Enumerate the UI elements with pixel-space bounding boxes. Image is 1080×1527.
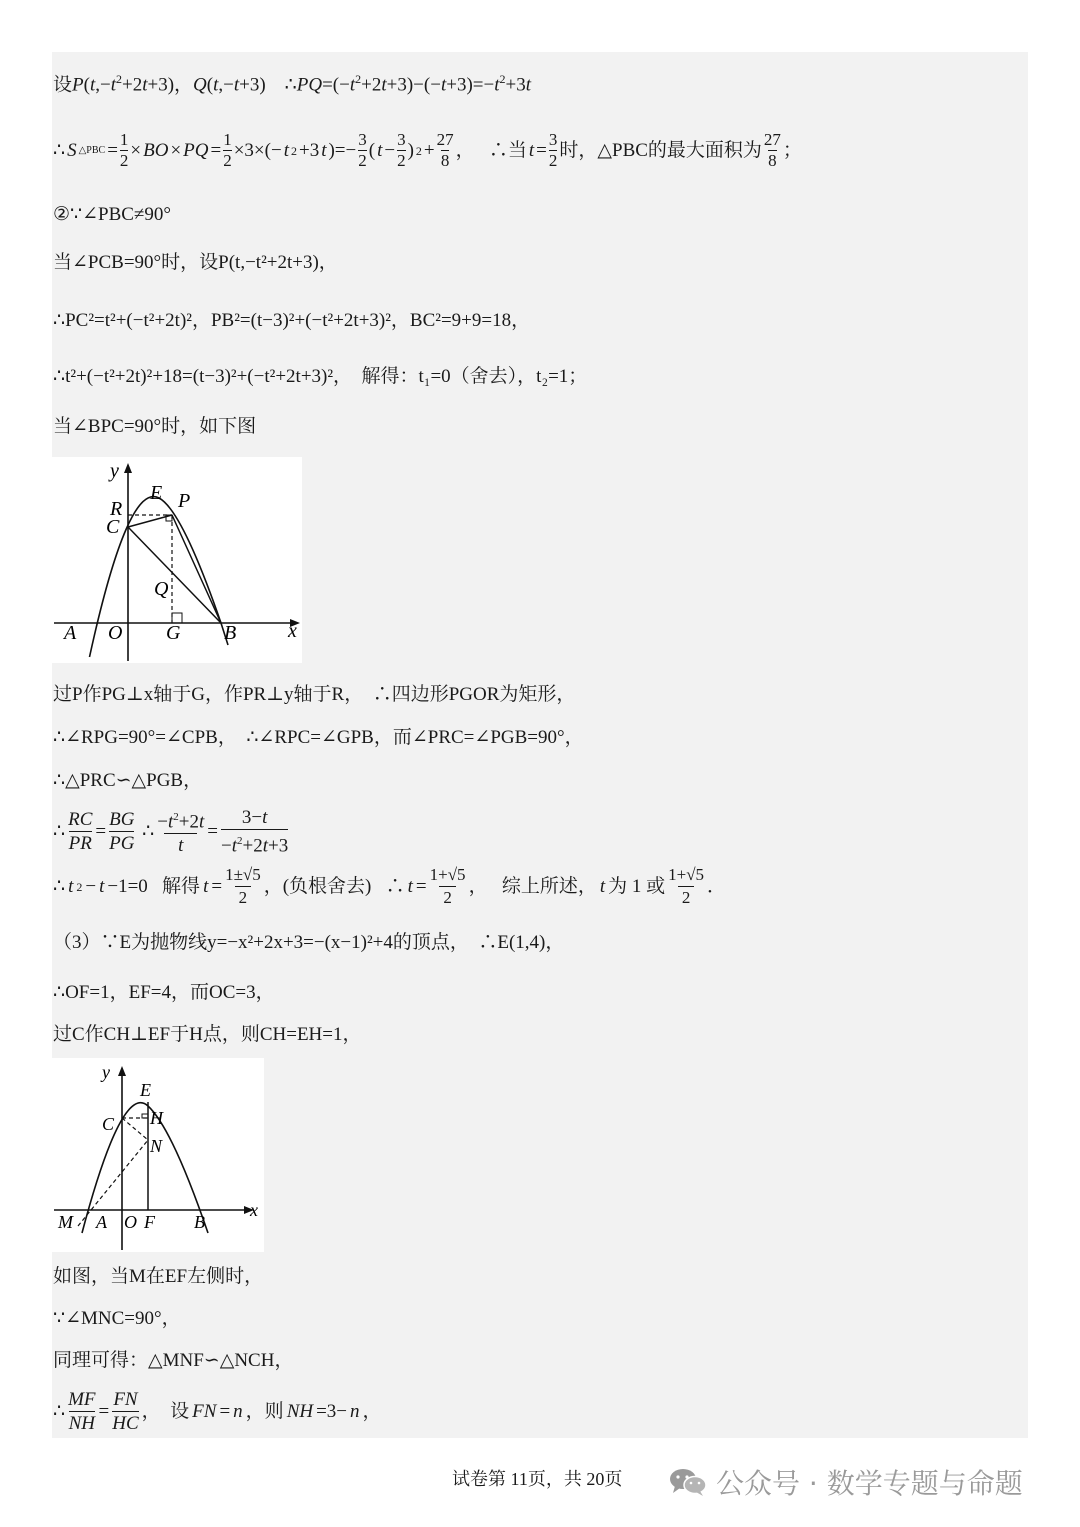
text-line-11: ∴ RC PR = BG PG ∴ $-t^2+2t$ t = 3−t $-t^2+2t+3$: [53, 807, 289, 857]
fig2-label-y: y: [102, 1062, 110, 1082]
text-line-9: ∴∠RPG=90°=∠CPB， ∴∠RPC=∠GPB，而∠PRC=∠PGB=90°，: [53, 727, 584, 748]
fig2-label-B: B: [194, 1212, 205, 1232]
fig2-label-N: N: [150, 1136, 163, 1156]
fig2-label-E: E: [140, 1080, 151, 1100]
fig1-label-O: O: [108, 622, 123, 644]
fig2-label-C: C: [102, 1114, 115, 1134]
figure-parabola-mnc: [52, 1058, 264, 1252]
figure-parabola-pbc: [52, 457, 302, 663]
fig2-label-x: x: [250, 1200, 258, 1220]
fig1-label-A: A: [64, 622, 77, 644]
text-line-8: 过P作PG⊥x轴于G，作PR⊥y轴于R， ∴四边形PGOR为矩形，: [53, 684, 576, 705]
text-line-6: ∴t²+(−t²+2t)²+18=(t−3)²+(−t²+2t+3)²， 解得：t₁=0（舍去），t₂=1；: [53, 366, 588, 387]
fig1-label-C: C: [106, 516, 120, 538]
fig1-label-y: y: [110, 460, 119, 482]
fig2-label-F: F: [144, 1212, 155, 1232]
fig1-label-B: B: [224, 622, 237, 644]
text-line-14: ∴OF=1，EF=4，而OC=3，: [53, 982, 275, 1003]
fig2-label-H: H: [150, 1108, 163, 1128]
text-line-18: 同理可得：△MNF∽△NCH，: [53, 1350, 294, 1371]
fig1-label-x: x: [288, 620, 297, 642]
text-line-4: 当∠PCB=90°时，设P(t,−t²+2t+3)，: [53, 252, 338, 273]
text-line-16: 如图，当M在EF左侧时，: [53, 1266, 264, 1287]
watermark: [668, 1462, 1023, 1502]
text-line-1: 设$P(t,-t^2+2t+3)$，Q(t,−t+3) $\therefore PQ=(-t^2+2t+3)-(-t+3)=-t^2+3t$: [53, 72, 531, 96]
fig1-label-R: R: [110, 498, 123, 520]
page-footer: 试卷第 11页，共 20页: [452, 1469, 623, 1489]
text-line-15: 过C作CH⊥EF于H点，则CH=EH=1，: [53, 1024, 362, 1045]
text-line-5: ∴PC²=t²+(−t²+2t)²，PB²=(t−3)²+(−t²+2t+3)²，BC²=9+9=18，: [53, 310, 531, 331]
text-line-19: ∴ MF NH = FN HC ， 设 FN = n ，则 NH =3− n ，: [53, 1389, 382, 1434]
text-line-17: ∵∠MNC=90°，: [53, 1308, 181, 1329]
fig2-label-O: O: [124, 1212, 137, 1232]
fig2-label-M: M: [58, 1212, 73, 1232]
text-line-13: （3）∵E为抛物线y=−x²+2x+3=−(x−1)²+4的顶点， ∴E(1,4)，: [53, 932, 565, 953]
text-line-7: 当∠BPC=90°时，如下图: [53, 416, 257, 437]
text-line-12: ∴ t 2 − t −1=0 解得 t = 1±√5 2 ，(负根舍去) ∴ t = 1+√5 2 ， 综上所述， t 为 1 或 1+√5 2 ．: [53, 865, 727, 907]
watermark-text: 公众号 · 数学专题与命题: [716, 1467, 1023, 1500]
fig1-label-G: G: [166, 622, 181, 644]
wechat-icon: [668, 1466, 708, 1498]
text-line-3: ②∵∠PBC≠90°: [53, 204, 171, 225]
fig2-label-A: A: [96, 1212, 107, 1232]
fig1-label-P: P: [178, 490, 191, 512]
fig1-label-Q: Q: [154, 578, 169, 600]
text-line-2: ∴ S △PBC = 1 2 × BO × PQ = 1 2 ×3×(− t 2 +3 t )=− 3 2 ( t − 3 2 ) 2 + 27 8 ， ∴当 t = 3 2 时，△PBC的最大面积为 27 8 ；: [53, 130, 802, 170]
fig1-label-E: E: [150, 482, 163, 504]
text-line-10: ∴△PRC∽△PGB，: [53, 770, 203, 791]
